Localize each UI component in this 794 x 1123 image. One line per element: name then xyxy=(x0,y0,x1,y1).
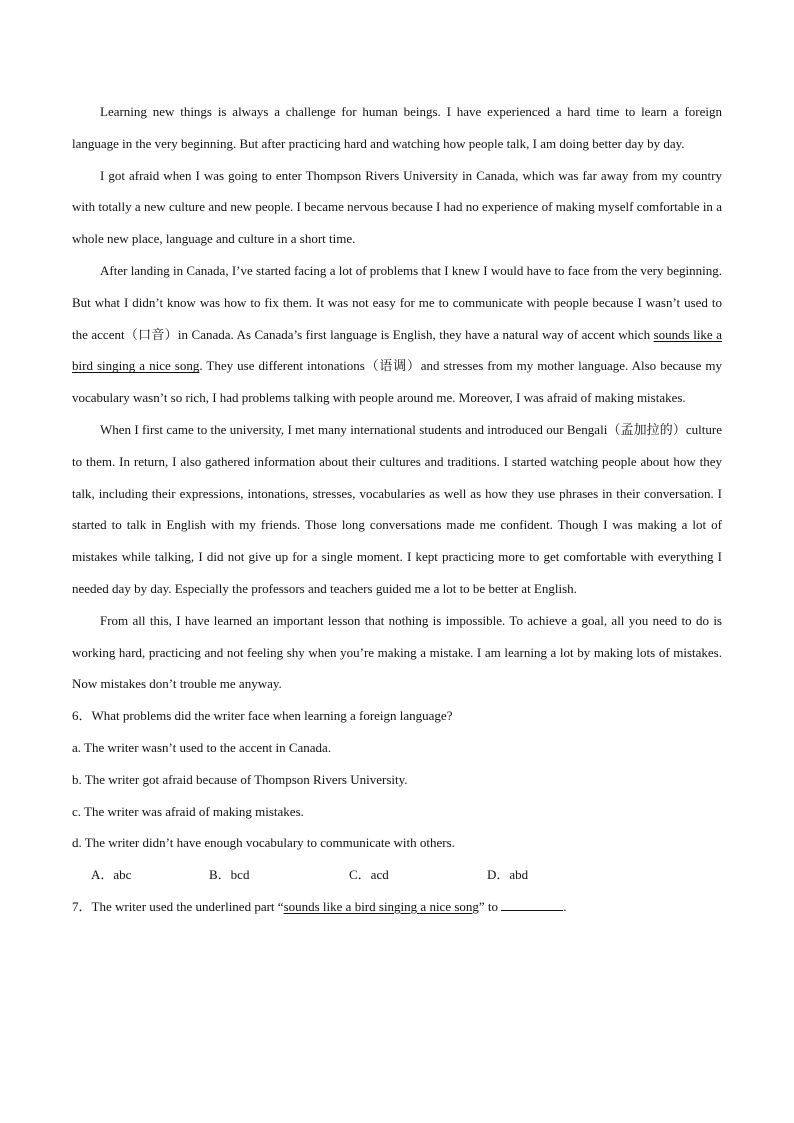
passage-paragraph-1: Learning new things is always a challenge for human beings. I have experienced a hard time to learn a foreign language in the very beginning. But after practicing hard and watching how people talk, I am doing better day by day. xyxy=(72,104,722,151)
question-7-underlined: sounds like a bird singing a nice song xyxy=(283,898,479,914)
choice-b[interactable]: B．bcd xyxy=(209,867,250,883)
choice-a[interactable]: A．abc xyxy=(91,867,132,883)
statement-c: c. The writer was afraid of making mistakes. xyxy=(72,803,304,819)
passage-paragraph-2: I got afraid when I was going to enter Thompson Rivers University in Canada, which was far away from my country with totally a new culture and new people. I became nervous because I had no experience of making myself comfortable in a whole new place, language and culture in a short time. xyxy=(72,167,722,247)
question-7-stem xyxy=(72,891,722,923)
choice-c[interactable]: C．acd xyxy=(349,867,389,883)
question-7-number: 7． xyxy=(72,898,92,914)
statement-b: b. The writer got afraid because of Thompson Rivers University. xyxy=(72,771,408,787)
passage-paragraph-4: When I first came to the university, I met many international students and introduced our Bengali（孟加拉的）culture to them. In return, I also gathered information about their cultures and traditions. I started watching people about how they talk, including their expressions, intonations, stresses, vocabularies as well as how they use phrases in their conversation. I started to talk in English with my friends. Those long conversations made me confident. Though I was making a lot of mistakes while talking, I did not give up for a single moment. I kept practicing more to get comfortable with everything I needed day by day. Especially the professors and teachers guided me a lot to be better at English. xyxy=(72,421,722,596)
question-7-text-before: The writer used the underlined part “ xyxy=(91,898,284,914)
choice-d[interactable]: D．abd xyxy=(487,867,529,883)
statement-d: d. The writer didn’t have enough vocabulary to communicate with others. xyxy=(72,835,455,851)
statement-a: a. The writer wasn’t used to the accent in Canada. xyxy=(72,739,332,755)
question-7-text-after: ” to xyxy=(478,898,499,914)
paragraph-3-before: After landing in Canada, I’ve started facing a lot of problems that I knew I would have to face from the very beginning. But what I didn’t know was how to fix them. It was not easy for me to communicate with people because I wasn’t used to the accent（口音）in Canada. As Canada’s first language is English, they have a natural way of accent which xyxy=(72,262,722,342)
question-6-text: What problems did the writer face when learning a foreign language? xyxy=(91,708,453,724)
question-7-end: . xyxy=(563,898,567,914)
question-6 xyxy=(72,700,722,891)
question-6-choices xyxy=(72,859,722,891)
question-6-stem xyxy=(72,700,722,732)
worksheet-page xyxy=(72,96,722,923)
question-6-number: 6． xyxy=(72,708,92,724)
answer-blank[interactable] xyxy=(501,898,563,911)
underlined-phrase: sounds like a bird singing a nice song xyxy=(72,326,722,374)
question-7 xyxy=(72,891,722,923)
passage-paragraph-5: From all this, I have learned an important lesson that nothing is impossible. To achieve a goal, all you need to do is working hard, practicing and not feeling shy when you’re making a mistake. I am learning a lot by making lots of mistakes. Now mistakes don’t trouble me anyway. xyxy=(72,612,722,692)
passage-paragraph-3 xyxy=(72,255,722,414)
paragraph-3-after: . They use different intonations（语调）and stresses from my mother language. Also because my vocabulary wasn’t so rich, I had problems talking with people around me. Moreover, I was afraid of making mistakes. xyxy=(72,358,722,406)
